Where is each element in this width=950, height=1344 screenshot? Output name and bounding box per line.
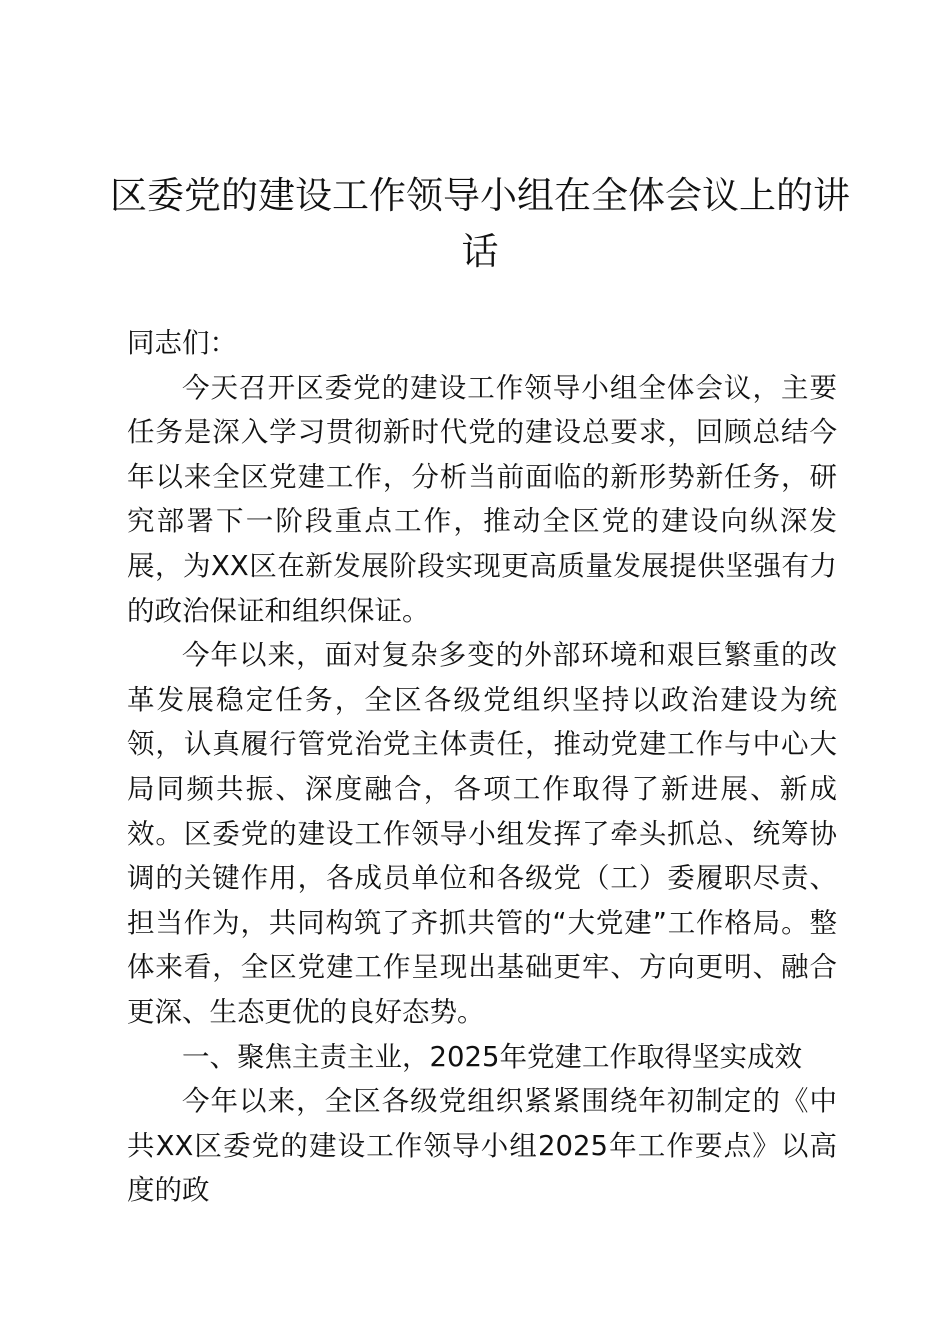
- paragraph-review: 今年以来，面对复杂多变的外部环境和艰巨繁重的改革发展稳定任务，全区各级党组织坚持以政治建设为统领，认真履行管党治党主体责任，推动党建工作与中心大局同频共振、深度融合，各项工作取得了新进展、新成效。区委党的建设工作领导小组发挥了牵头抓总、统筹协调的关键作用，各成员单位和各级党（工）委履职尽责、担当作为，共同构筑了齐抓共管的“大党建”工作格局。整体来看，全区党建工作呈现出基础更牢、方向更明、融合更深、生态更优的良好态势。: [127, 639, 837, 1028]
- paragraph-section-one-intro: 今年以来，全区各级党组织紧紧围绕年初制定的《中共XX区委党的建设工作领导小组2025年工作要点》以高度的政: [127, 1085, 837, 1207]
- document-title: 区委党的建设工作领导小组在全体会议上的讲话: [110, 174, 850, 273]
- paragraph-opening: 今天召开区委党的建设工作领导小组全体会议，主要任务是深入学习贯彻新时代党的建设总要求，回顾总结今年以来全区党建工作，分析当前面临的新形势新任务，研究部署下一阶段重点工作，推动全区党的建设向纵深发展，为XX区在新发展阶段实现更高质量发展提供坚强有力的政治保证和组织保证。: [127, 371, 837, 627]
- salutation: 同志们：: [127, 327, 237, 359]
- document-body: [127, 321, 837, 1213]
- section-heading-one: 一、聚焦主责主业，2025年党建工作取得坚实成效: [182, 1040, 802, 1073]
